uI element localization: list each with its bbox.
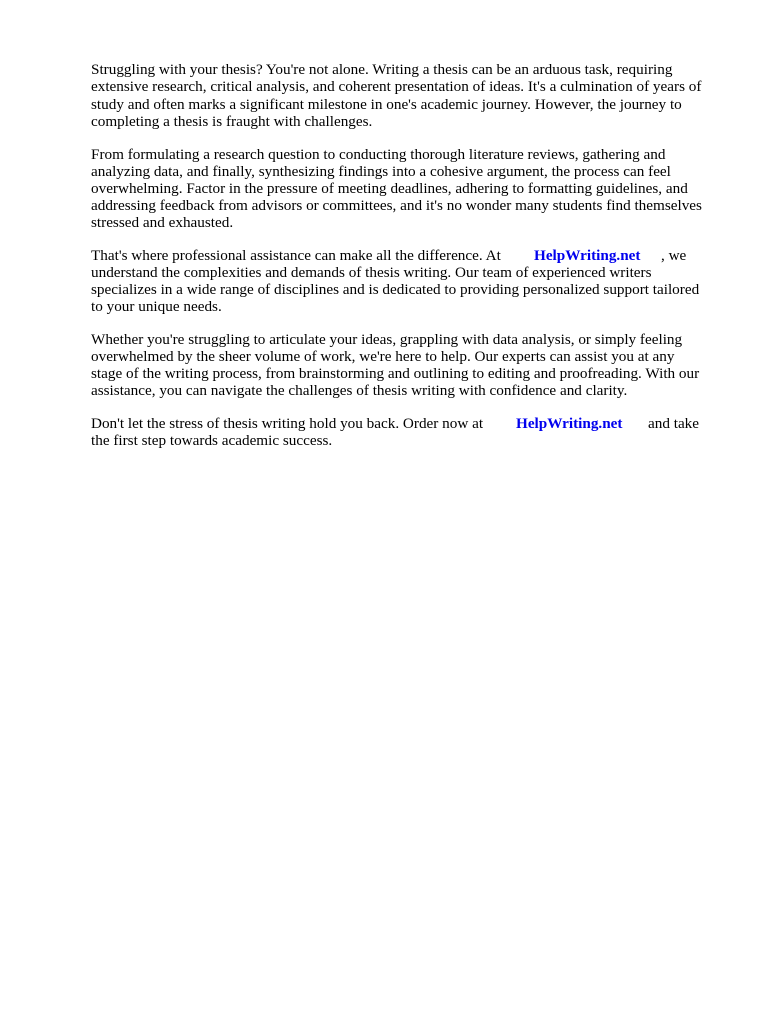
paragraph-line: stressed and exhausted. [91,214,234,231]
paragraph-line: stage of the writing process, from brainstorming and outlining to editing and proofreading. With our [91,365,700,382]
helpwriting-link[interactable]: HelpWriting.net [516,415,623,432]
paragraph-line: overwhelmed by the sheer volume of work, we're here to help. Our experts can assist you at any [91,348,675,365]
paragraph-line: extensive research, critical analysis, and coherent presentation of ideas. It's a culmination of years of [91,78,702,95]
paragraph-line: specializes in a wide range of disciplines and is dedicated to providing personalized support tailored [91,281,700,298]
paragraph-line: Struggling with your thesis? You're not alone. Writing a thesis can be an arduous task, requiring [91,61,673,78]
paragraph-line: understand the complexities and demands of thesis writing. Our team of experienced writers [91,264,652,281]
paragraph-line: and take [648,415,700,432]
paragraph-line: That's where professional assistance can make all the difference. At [91,247,501,264]
paragraph-line: assistance, you can navigate the challenges of thesis writing with confidence and clarity. [91,382,628,399]
paragraph-line: From formulating a research question to conducting thorough literature reviews, gathering and [91,146,666,163]
paragraph-line: analyzing data, and finally, synthesizing findings into a cohesive argument, the process can feel [91,163,671,180]
paragraph-line: overwhelming. Factor in the pressure of meeting deadlines, adhering to formatting guidelines, and [91,180,688,197]
paragraph-line: addressing feedback from advisors or committees, and it's no wonder many students find themselves [91,197,702,214]
paragraph-line: completing a thesis is fraught with challenges. [91,113,373,130]
paragraph-line: study and often marks a significant milestone in one's academic journey. However, the journey to [91,96,682,113]
helpwriting-link[interactable]: HelpWriting.net [534,247,641,264]
paragraph-line: , we [661,247,687,264]
paragraph-line: to your unique needs. [91,298,222,315]
paragraph-line: Don't let the stress of thesis writing hold you back. Order now at [91,415,484,432]
paragraph-line: Whether you're struggling to articulate your ideas, grappling with data analysis, or simply feeling [91,331,683,348]
paragraph-line: the first step towards academic success. [91,432,333,449]
